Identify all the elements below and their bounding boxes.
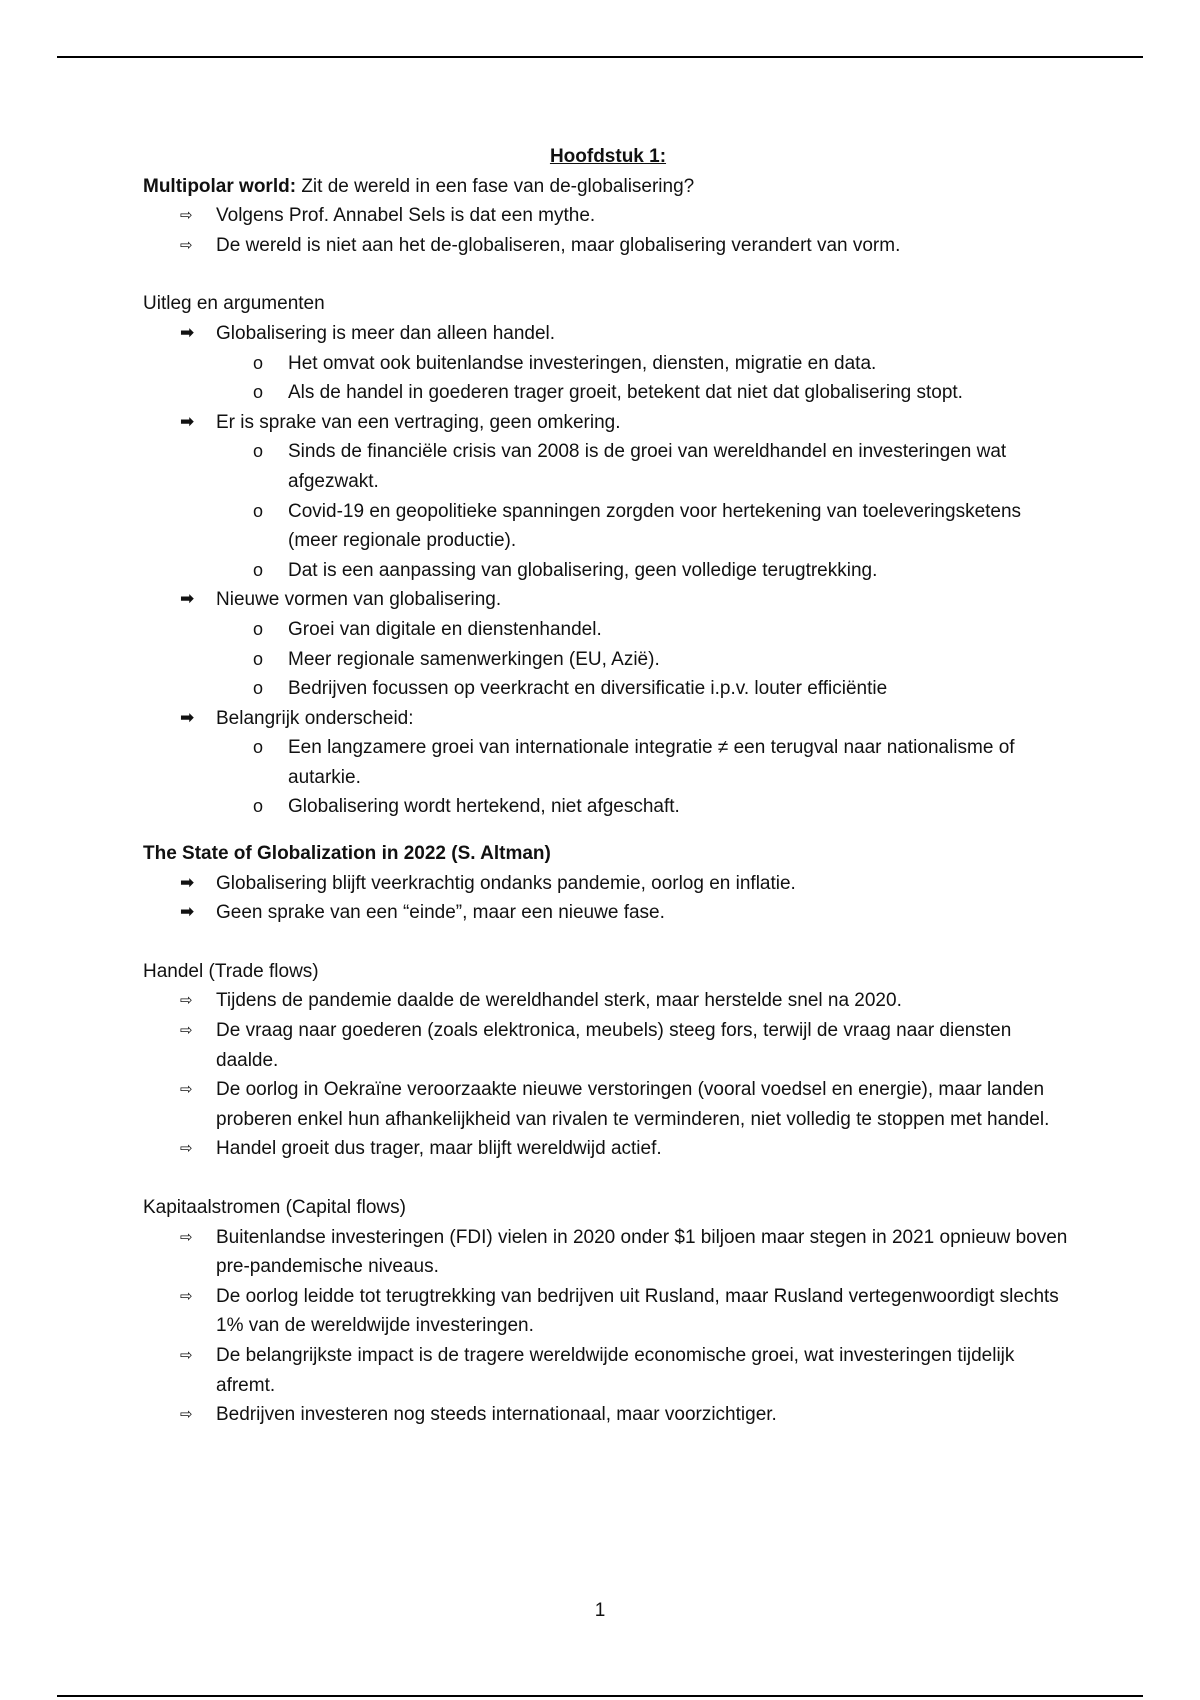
- list-item: ⇨ De oorlog in Oekraïne veroorzaakte nieuwe verstoringen (vooral voedsel en energie), maar landen proberen enkel hun afhankelijkheid van rivalen te verminderen, niet volledig te stoppen met handel.: [143, 1075, 1073, 1134]
- handel-list: [143, 986, 1073, 1164]
- sub-list-item: o Globalisering wordt hertekend, niet afgeschaft.: [143, 792, 1073, 822]
- section-heading-state: The State of Globalization in 2022 (S. Altman): [143, 843, 551, 865]
- list-item: ➡ Er is sprake van een vertraging, geen omkering.: [143, 408, 1073, 438]
- list-item: ⇨ Handel groeit dus trager, maar blijft wereldwijd actief.: [143, 1134, 1073, 1164]
- section-heading-uitleg: Uitleg en argumenten: [143, 293, 325, 315]
- circle-bullet-icon: o: [253, 382, 264, 403]
- spacer: [143, 260, 1073, 289]
- hollow-arrow-icon: ⇨: [180, 235, 193, 254]
- state-list: [143, 869, 1073, 928]
- hollow-arrow-icon: ⇨: [180, 206, 193, 225]
- list-item: ⇨ Volgens Prof. Annabel Sels is dat een mythe.: [143, 201, 1073, 231]
- circle-bullet-icon: o: [253, 737, 264, 758]
- circle-bullet-icon: o: [253, 500, 264, 521]
- footer-rule: [57, 1695, 1143, 1697]
- sub-list-item: o Dat is een aanpassing van globalisering, geen volledige terugtrekking.: [143, 556, 1073, 586]
- hollow-arrow-icon: ⇨: [180, 1227, 193, 1246]
- sub-list-item: o Meer regionale samenwerkingen (EU, Azië).: [143, 645, 1073, 675]
- list-item: ⇨ De vraag naar goederen (zoals elektronica, meubels) steeg fors, terwijl de vraag naar diensten daalde.: [143, 1016, 1073, 1075]
- list-item: ⇨ De wereld is niet aan het de-globaliseren, maar globalisering verandert van vorm.: [143, 231, 1073, 261]
- hollow-arrow-icon: ⇨: [180, 1405, 193, 1424]
- hollow-arrow-icon: ⇨: [180, 1286, 193, 1305]
- kapitaal-list: [143, 1223, 1073, 1430]
- sub-list-item: o Bedrijven focussen op veerkracht en diversificatie i.p.v. louter efficiëntie: [143, 674, 1073, 704]
- list-item: ⇨ Tijdens de pandemie daalde de wereldhandel sterk, maar herstelde snel na 2020.: [143, 986, 1073, 1016]
- circle-bullet-icon: o: [253, 559, 264, 580]
- page-number: 1: [594, 1600, 606, 1621]
- page-title: Hoofdstuk 1:: [549, 146, 667, 167]
- list-item: ➡ Nieuwe vormen van globalisering.: [143, 585, 1073, 615]
- list-item: ⇨ Bedrijven investeren nog steeds internationaal, maar voorzichtiger.: [143, 1400, 1073, 1430]
- header-rule: [57, 56, 1143, 58]
- circle-bullet-icon: o: [253, 648, 264, 669]
- circle-bullet-icon: o: [253, 441, 264, 462]
- solid-arrow-icon: ➡: [180, 872, 195, 893]
- sub-list-item: o Als de handel in goederen trager groeit, betekent dat niet dat globalisering stopt.: [143, 378, 1073, 408]
- sub-list-item: o Een langzamere groei van internationale integratie ≠ een terugval naar nationalisme of autarkie.: [143, 733, 1073, 792]
- solid-arrow-icon: ➡: [180, 411, 195, 432]
- intro-text: Zit de wereld in een fase van de-globalisering?: [296, 175, 695, 197]
- sub-list-item: o Sinds de financiële crisis van 2008 is de groei van wereldhandel en investeringen wat afgezwakt.: [143, 437, 1073, 496]
- intro-list: [143, 201, 1073, 260]
- circle-bullet-icon: o: [253, 796, 264, 817]
- hollow-arrow-icon: ⇨: [180, 991, 193, 1010]
- list-item: ➡ Globalisering blijft veerkrachtig ondanks pandemie, oorlog en inflatie.: [143, 869, 1073, 899]
- uitleg-list: [143, 319, 1073, 822]
- spacer: [143, 928, 1073, 957]
- intro-line: [143, 172, 1073, 202]
- hollow-arrow-icon: ⇨: [180, 1080, 193, 1099]
- list-item: ➡ Belangrijk onderscheid:: [143, 704, 1073, 734]
- hollow-arrow-icon: ⇨: [180, 1345, 193, 1364]
- spacer: [143, 822, 1073, 839]
- section-heading-kapitaal: Kapitaalstromen (Capital flows): [143, 1197, 406, 1218]
- list-item: ➡ Globalisering is meer dan alleen handel.: [143, 319, 1073, 349]
- intro-label: Multipolar world:: [143, 175, 297, 197]
- circle-bullet-icon: o: [253, 352, 264, 373]
- document-body: [143, 142, 1073, 1430]
- solid-arrow-icon: ➡: [180, 322, 195, 343]
- sub-list-item: o Het omvat ook buitenlandse investeringen, diensten, migratie en data.: [143, 349, 1073, 379]
- solid-arrow-icon: ➡: [180, 707, 195, 728]
- spacer: [143, 1164, 1073, 1193]
- sub-list-item: o Covid-19 en geopolitieke spanningen zorgden voor hertekening van toeleveringsketens (meer regionale productie).: [143, 497, 1073, 556]
- sub-list-item: o Groei van digitale en dienstenhandel.: [143, 615, 1073, 645]
- section-heading-handel: Handel (Trade flows): [143, 960, 319, 982]
- list-item: ⇨ Buitenlandse investeringen (FDI) vielen in 2020 onder $1 biljoen maar stegen in 2021 opnieuw boven pre-pandemische niveaus.: [143, 1223, 1073, 1282]
- hollow-arrow-icon: ⇨: [180, 1139, 193, 1158]
- list-item: ⇨ De oorlog leidde tot terugtrekking van bedrijven uit Rusland, maar Rusland vertegenwoordigt slechts 1% van de wereldwijde investeringen.: [143, 1282, 1073, 1341]
- solid-arrow-icon: ➡: [180, 589, 195, 610]
- hollow-arrow-icon: ⇨: [180, 1021, 193, 1040]
- solid-arrow-icon: ➡: [180, 902, 195, 923]
- list-item: ➡ Geen sprake van een “einde”, maar een nieuwe fase.: [143, 898, 1073, 928]
- circle-bullet-icon: o: [253, 678, 264, 699]
- list-item: ⇨ De belangrijkste impact is de tragere wereldwijde economische groei, wat investeringen tijdelijk afremt.: [143, 1341, 1073, 1400]
- circle-bullet-icon: o: [253, 618, 264, 639]
